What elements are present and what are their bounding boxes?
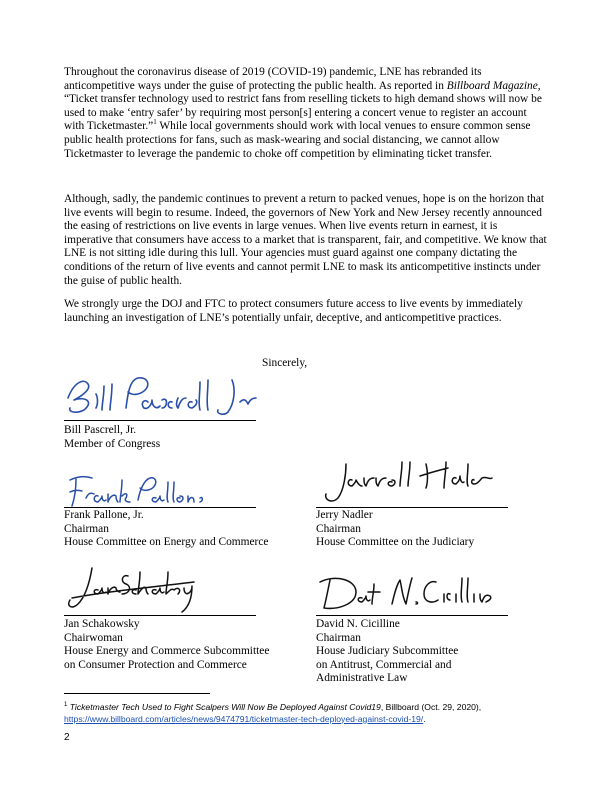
signature-nadler (316, 456, 496, 506)
signer-subcommittee: on Consumer Protection and Commerce (64, 658, 247, 671)
signer-name: Bill Pascrell, Jr. (64, 424, 137, 436)
signer-title: Chairwoman (64, 631, 123, 644)
signer-committee: House Energy and Commerce Subcommittee (64, 645, 270, 658)
signer-committee: House Judiciary Subcommittee (316, 645, 459, 658)
footnote-divider (64, 693, 210, 694)
signer-pallone (64, 509, 268, 550)
paragraph-3: We strongly urge the DOJ and FTC to protect consumers future access to live events by immediately launching an investigation of LNE’s potentially unfair, deceptive, and anticompetitive practices. (64, 298, 523, 324)
signer-nadler (316, 509, 474, 550)
paragraph-2: Although, sadly, the pandemic continues to prevent a return to packed venues, hope is on the horizon that live events will begin to resume. Indeed, the governors of New York and New Jersey recently announced the easing of restrictions on live events in large venues. When live events return in earnest, it is imperative that consumers have access to a market that is transparent, fair, and competitive. We know that LNE is not sitting idle during this lull. Your agencies must guard against one company dictating the conditions of the return of live events and cannot permit LNE to mask its anticompetitive instincts under the guise of public health. (64, 193, 547, 287)
signature-line-nadler (316, 507, 508, 508)
signer-subcommittee: on Antitrust, Commercial and (316, 658, 452, 671)
signature-line-pallone (64, 507, 256, 508)
signer-name: David N. Cicilline (316, 618, 400, 630)
signer-committee: House Committee on Energy and Commerce (64, 536, 269, 549)
signer-name: Jan Schakowsky (64, 618, 140, 630)
footnote-source: , Billboard (Oct. 29, 2020), (380, 702, 482, 712)
signer-schakowsky (64, 618, 269, 672)
signature-line-cicilline (316, 615, 508, 616)
signature-line-pascrell (64, 420, 256, 421)
publication-name: Billboard Magazine (446, 79, 538, 92)
signer-pascrell (64, 424, 160, 451)
signature-line-schakowsky (64, 615, 256, 616)
signer-title: Member of Congress (64, 437, 161, 450)
footnote-marker: 1 (153, 118, 157, 127)
signer-name: Jerry Nadler (316, 509, 373, 521)
signature-cicilline (316, 570, 496, 614)
signer-subcommittee-cont: Administrative Law (316, 672, 408, 685)
signer-title: Chairman (316, 522, 361, 535)
page-number: 2 (64, 732, 70, 743)
paragraph-1: Throughout the coronavirus disease of 2019 (COVID-19) pandemic, LNE has rebranded its anticompetitive ways under the guise of protecting the public health. As reported in Billboard Magazine, “Ticket transfer technology used to restrict fans from reselling tickets to high demand shows will now be used to make ‘entry safer’ by requiring most person[s] entering a concert venue to register an account with Ticketmaster.”$^1$ While local governments should work with local venues to ensure common sense public health protections for fans, such as mask-wearing and social distancing, we cannot allow Ticketmaster to leverage the pandemic to choke off competition by eliminating ticket transfer. (64, 66, 542, 160)
footnote-number: 1 (64, 702, 68, 709)
footnote-link[interactable]: https://www.billboard.com/articles/news/9474791/ticketmaster-tech-deployed-against-covid-19/ (64, 713, 424, 724)
footnote-title: Ticketmaster Tech Used to Fight Scalpers Will Now Be Deployed Against Covid19 (69, 702, 381, 712)
signature-schakowsky (64, 562, 204, 616)
closing: Sincerely, (262, 357, 308, 369)
signer-title: Chairman (316, 631, 361, 644)
signer-committee: House Committee on the Judiciary (316, 536, 475, 549)
signature-pascrell (64, 368, 264, 420)
signature-pallone (64, 470, 204, 510)
signer-cicilline (316, 618, 458, 686)
signer-name: Frank Pallone, Jr. (64, 509, 144, 521)
footnote: $^1$ Ticketmaster Tech Used to Fight Scalpers Will Now Be Deployed Against Covid19, Billboard (Oct. 29, 2020), https://www.billboard.com/articles/news/9474791/ticketmaster-tech-deployed-against-covid-19/. (64, 702, 482, 724)
signer-title: Chairman (64, 522, 109, 535)
